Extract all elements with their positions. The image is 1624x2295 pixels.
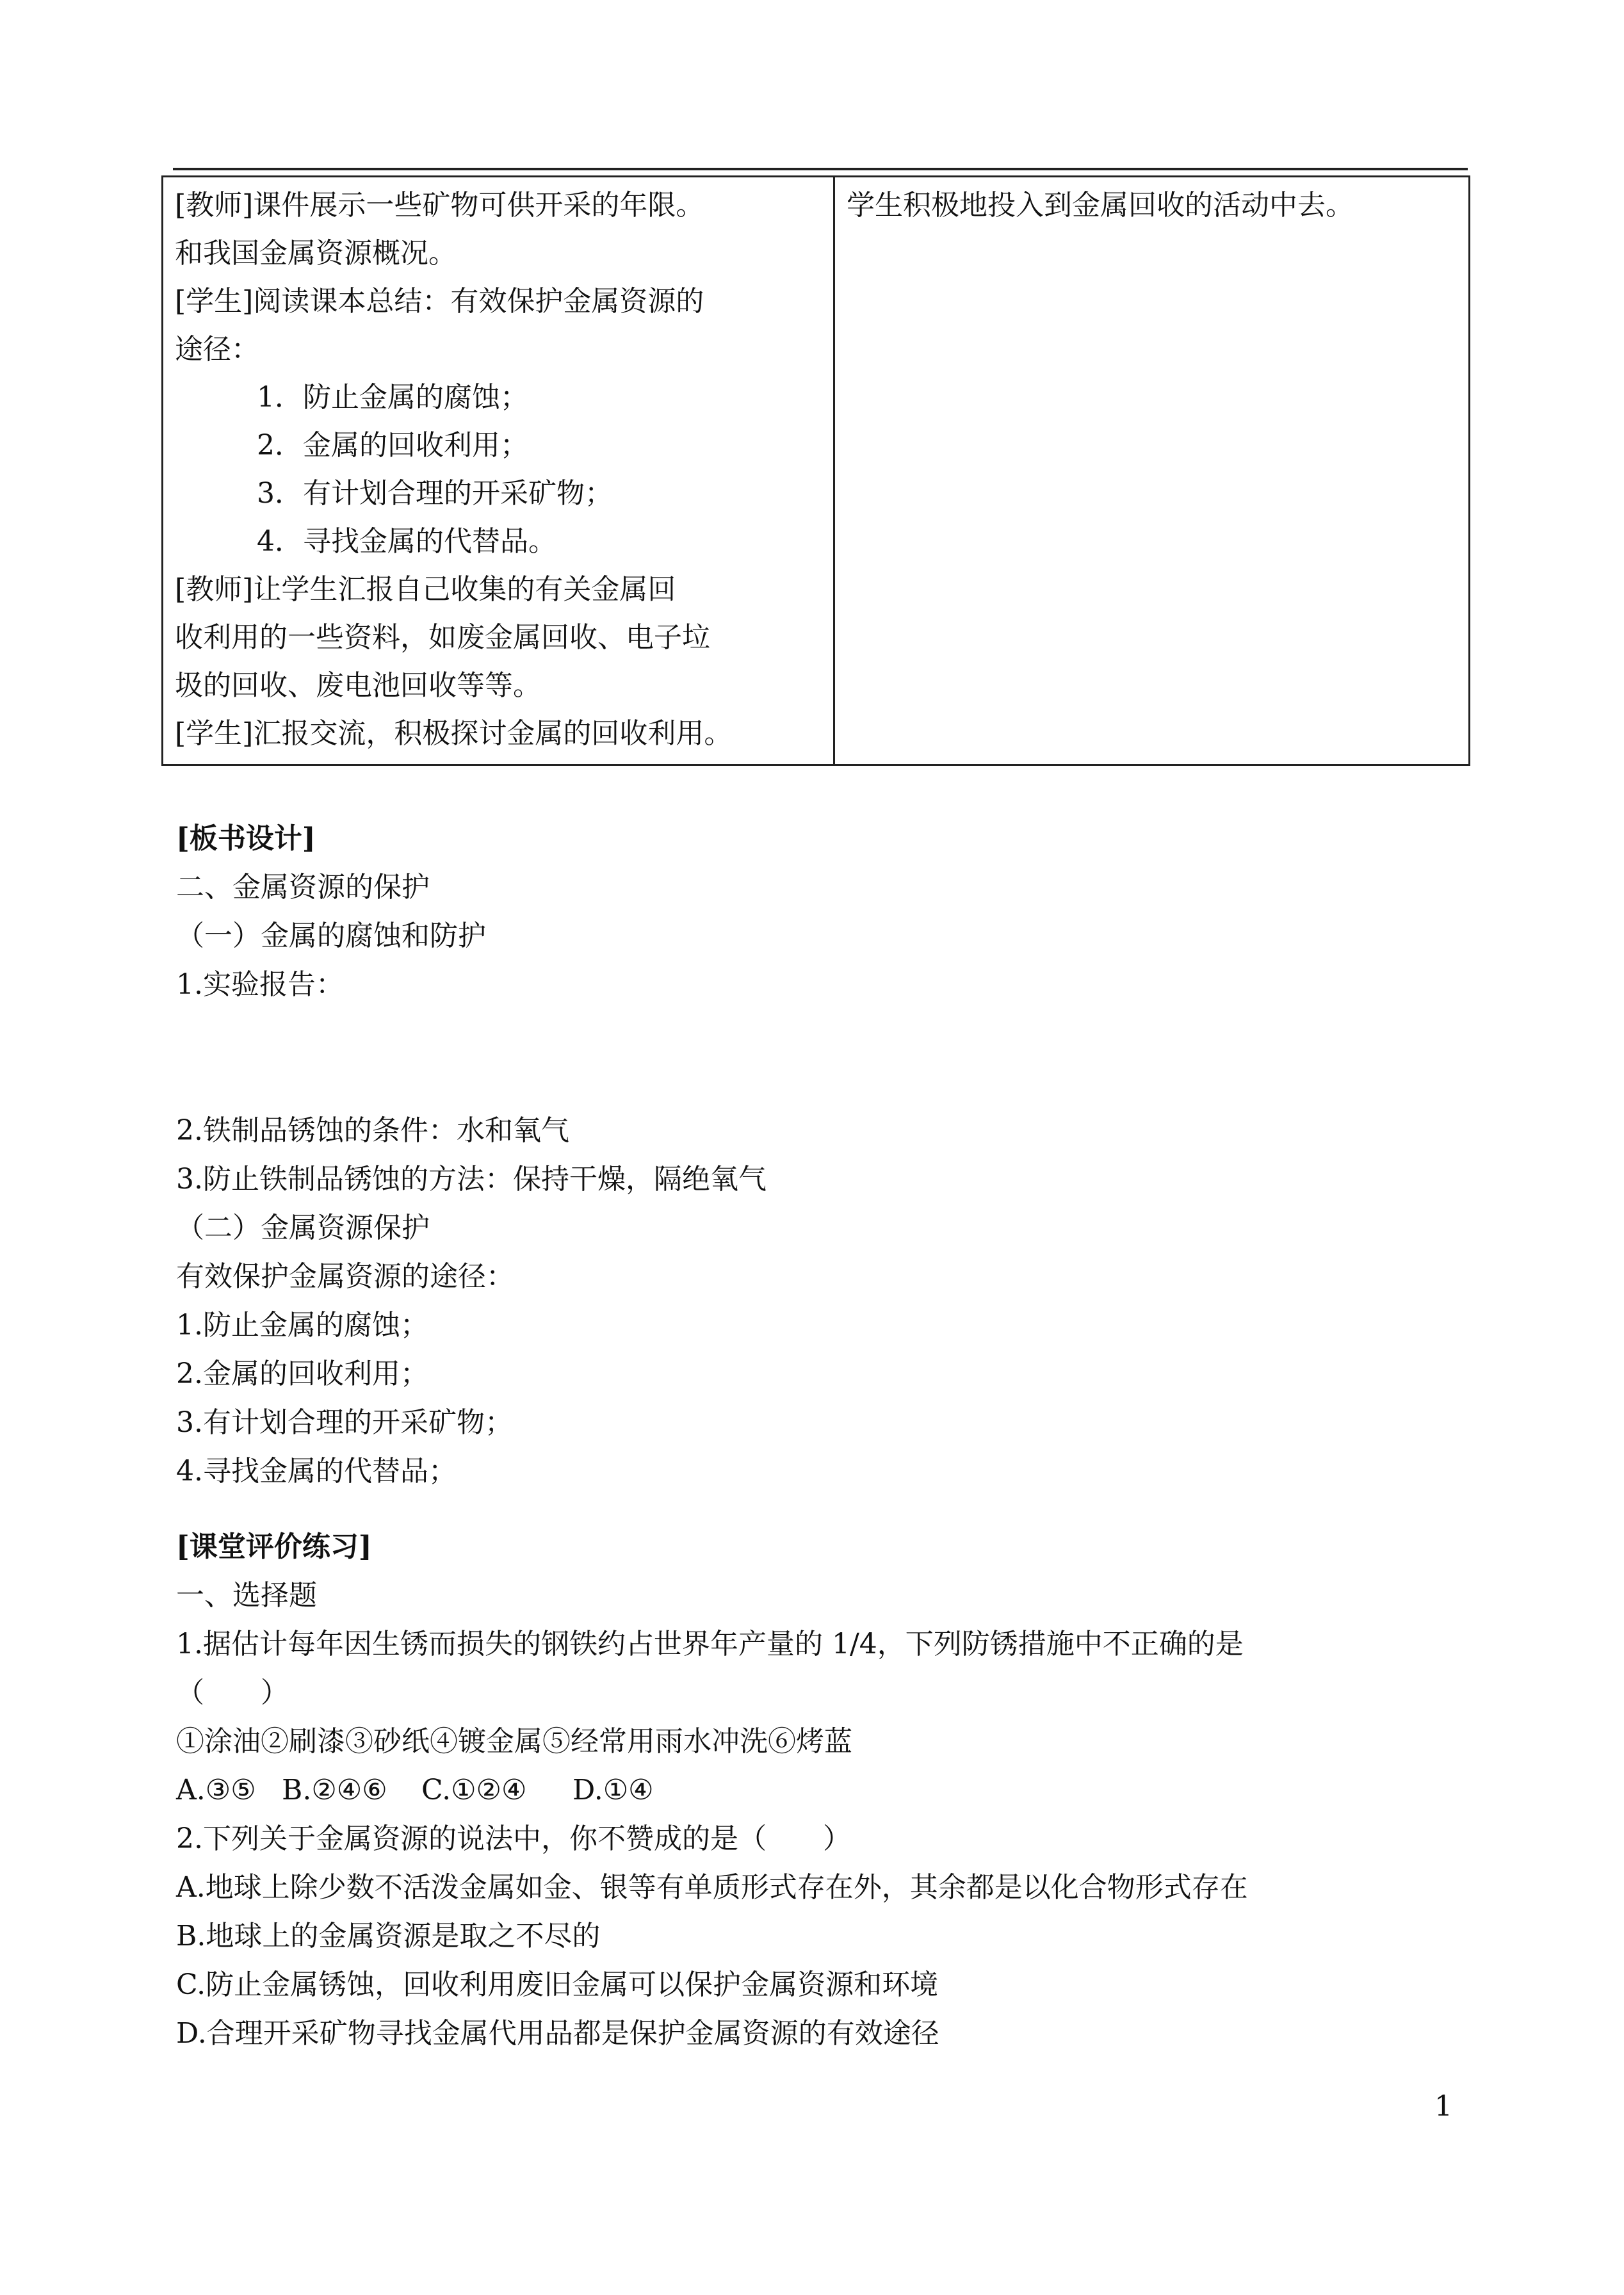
left-line: [学生]阅读课本总结：有效保护金属资源的	[175, 285, 704, 318]
left-line: 途径：	[175, 333, 259, 366]
board-subsection-2: （二）金属资源保护	[176, 1212, 430, 1244]
blank-space	[176, 1496, 1457, 1523]
left-line: [学生]汇报交流，积极探讨金属的回收利用。	[175, 717, 733, 750]
board-way: 2.金属的回收利用；	[176, 1358, 428, 1390]
board-way: 4.寻找金属的代替品；	[176, 1455, 457, 1488]
board-section-title: 二、金属资源的保护	[176, 871, 430, 904]
left-line: [教师]让学生汇报自己收集的有关金属回	[175, 573, 676, 606]
question-2-option: B.地球上的金属资源是取之不尽的	[176, 1920, 601, 1952]
board-item: 1.实验报告：	[176, 968, 344, 1001]
question-2-stem: 2.下列关于金属资源的说法中，你不赞成的是（ ）	[176, 1822, 851, 1855]
left-line: 1．防止金属的腐蚀；	[257, 381, 528, 414]
left-line: 收利用的一些资料，如废金属回收、电子垃	[175, 621, 710, 654]
page-number: 1	[1434, 2090, 1452, 2123]
board-way: 1.防止金属的腐蚀；	[176, 1309, 428, 1342]
right-line: 学生积极地投入到金属回收的活动中去。	[847, 189, 1354, 222]
question-2-option: A.地球上除少数不活泼金属如金、银等有单质形式存在外，其余都是以化合物形式存在	[176, 1871, 1248, 1904]
table-row	[163, 177, 1470, 765]
option-c: C.①②④	[421, 1774, 527, 1806]
board-way: 3.有计划合理的开采矿物；	[176, 1406, 513, 1439]
left-line: 圾的回收、废电池回收等等。	[175, 669, 541, 702]
header-rule	[173, 168, 1468, 170]
exercise-section-title: 一、选择题	[176, 1579, 317, 1612]
option-b: B.②④⑥	[282, 1774, 387, 1806]
question-1-items: ①涂油②刷漆③砂纸④镀金属⑤经常用雨水冲洗⑥烤蓝	[176, 1725, 852, 1758]
option-d: D.①④	[572, 1774, 654, 1806]
question-1-stem: 1.据估计每年因生锈而损失的钢铁约占世界年产量的 1/4，下列防锈措施中不正确的是	[176, 1628, 1244, 1660]
student-activity-cell	[834, 177, 1470, 765]
question-2-option: D.合理开采矿物寻找金属代用品都是保护金属资源的有效途径	[176, 2017, 939, 2050]
question-1-options	[176, 1766, 1457, 1815]
left-line: [教师]课件展示一些矿物可供开采的年限。	[175, 189, 704, 222]
board-item: 3.防止铁制品锈蚀的方法：保持干燥，隔绝氧气	[176, 1163, 767, 1196]
left-line: 2．金属的回收利用；	[257, 429, 528, 462]
blank-space	[176, 1009, 1457, 1107]
teacher-student-activity-cell	[163, 177, 834, 765]
board-subsection-1: （一）金属的腐蚀和防护	[176, 920, 486, 952]
board-item: 2.铁制品锈蚀的条件：水和氧气	[176, 1114, 569, 1147]
exercise-heading: [课堂评价练习]	[176, 1530, 372, 1563]
page-body	[176, 815, 1457, 2058]
option-a: A.③⑤	[176, 1774, 256, 1806]
board-design-heading: [板书设计]	[176, 822, 316, 855]
left-line: 4．寻找金属的代替品。	[257, 525, 556, 558]
lesson-table	[161, 175, 1470, 766]
question-1-answer-paren: （ ）	[176, 1676, 289, 1709]
board-intro: 有效保护金属资源的途径：	[176, 1260, 514, 1293]
question-2-option: C.防止金属锈蚀，回收利用废旧金属可以保护金属资源和环境	[176, 1968, 939, 2001]
left-line: 和我国金属资源概况。	[175, 237, 457, 270]
left-line: 3．有计划合理的开采矿物；	[257, 477, 613, 510]
